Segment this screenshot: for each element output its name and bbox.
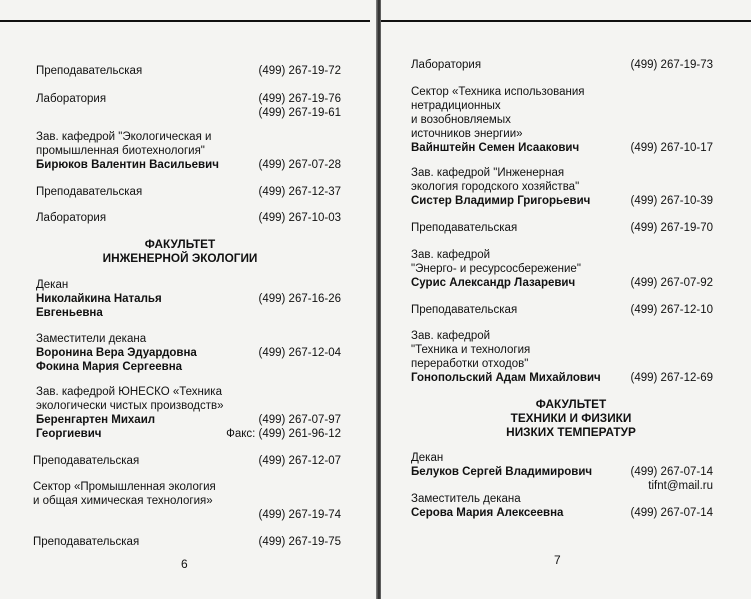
waste-dept-head-name: Гонопольский Адам Михайлович (411, 372, 601, 384)
sector-label-line1: Сектор «Промышленная экология (33, 481, 216, 493)
unesco-fax: Факс: (499) 261-96-12 (226, 428, 341, 440)
right-page (381, 0, 751, 599)
sector-head-phone: (499) 267-10-17 (630, 142, 713, 154)
faculty-heading-line2: ИНЖЕНЕРНОЙ ЭКОЛОГИИ (102, 251, 258, 265)
unesco-name-line1: Беренгартен Михаил (36, 414, 156, 426)
lab-2-phone: (499) 267-10-03 (258, 212, 341, 224)
energy-dept-head-name: Сурис Александр Лазаревич (411, 277, 576, 289)
deputy-name-1: Воронина Вера Эдуардовна (36, 347, 197, 359)
dean-name: Белуков Сергей Владимирович (411, 466, 593, 478)
eco-dept-head-phone: (499) 267-10-39 (630, 195, 713, 207)
dean-email[interactable]: tifnt@mail.ru (648, 480, 713, 492)
dept-head-name: Бирюков Валентин Васильевич (36, 159, 219, 171)
teachers-room-2-phone: (499) 267-12-37 (258, 186, 341, 198)
faculty-heading-line3: НИЗКИХ ТЕМПЕРАТУР (506, 425, 636, 439)
sector-label-line4: источников энергии» (411, 128, 523, 140)
teachers-room-label: Преподавательская (36, 65, 143, 77)
dept-label-line2: промышленная биотехнология" (36, 145, 205, 157)
lab-label: Лаборатория (411, 59, 482, 71)
sector-label-line3: и возобновляемых (411, 114, 511, 126)
sector-label-line1: Сектор «Техника использования (411, 86, 585, 98)
deputy-name: Серова Мария Алексеевна (411, 507, 564, 519)
teachers-room-2-label: Преподавательская (411, 304, 518, 316)
teachers-room-label: Преподавательская (411, 222, 518, 234)
sector-phone: (499) 267-19-74 (258, 509, 341, 521)
teachers-room-phone: (499) 267-19-70 (630, 222, 713, 234)
energy-dept-head-phone: (499) 267-07-92 (630, 277, 713, 289)
unesco-label-line1: Зав. кафедрой ЮНЕСКО «Техника (36, 386, 222, 398)
teachers-room-phone: (499) 267-19-72 (258, 65, 341, 77)
energy-dept-label-line1: Зав. кафедрой (411, 249, 491, 261)
deputy-label: Заместители декана (36, 333, 147, 345)
unesco-label-line2: экологически чистых производств» (36, 400, 224, 412)
teachers-room-3-phone: (499) 267-12-07 (258, 455, 341, 467)
sector-label-line2: и общая химическая технология» (33, 495, 213, 507)
lab-phone-extra: (499) 267-19-61 (258, 107, 341, 119)
eco-dept-label-line1: Зав. кафедрой "Инженерная (411, 167, 565, 179)
waste-dept-label-line1: Зав. кафедрой (411, 330, 491, 342)
lab-label: Лаборатория (36, 93, 107, 105)
unesco-phone: (499) 267-07-97 (258, 414, 341, 426)
sector-head-name: Вайнштейн Семен Исаакович (411, 142, 580, 154)
faculty-heading-line1: ФАКУЛЬТЕТ (144, 237, 216, 251)
lab-2-label: Лаборатория (36, 212, 107, 224)
deputy-phone: (499) 267-07-14 (630, 507, 713, 519)
dept-label-line1: Зав. кафедрой "Экологическая и (36, 131, 212, 143)
faculty-heading-line2: ТЕХНИКИ И ФИЗИКИ (510, 411, 632, 425)
deputy-name-2: Фокина Мария Сергеевна (36, 361, 183, 373)
teachers-room-4-phone: (499) 267-19-75 (258, 536, 341, 548)
energy-dept-label-line2: "Энерго- и ресурсосбережение" (411, 263, 581, 275)
dean-label: Декан (36, 279, 69, 291)
dean-phone: (499) 267-16-26 (258, 293, 341, 305)
deputy-label: Заместитель декана (411, 493, 521, 505)
teachers-room-2-label: Преподавательская (36, 186, 143, 198)
top-rule (381, 20, 751, 22)
teachers-room-4-label: Преподавательская (33, 536, 140, 548)
unesco-name-line2: Георгиевич (36, 428, 102, 440)
page-number-right: 7 (554, 553, 561, 567)
dean-phone: (499) 267-07-14 (630, 466, 713, 478)
lab-phone: (499) 267-19-76 (258, 93, 341, 105)
faculty-heading-line1: ФАКУЛЬТЕТ (535, 397, 607, 411)
waste-dept-label-line2: "Техника и технология (411, 344, 531, 356)
teachers-room-2-phone: (499) 267-12-10 (630, 304, 713, 316)
top-rule (0, 20, 370, 22)
waste-dept-label-line3: переработки отходов" (411, 358, 529, 370)
deputy-phone: (499) 267-12-04 (258, 347, 341, 359)
lab-phone: (499) 267-19-73 (630, 59, 713, 71)
dean-label: Декан (411, 452, 444, 464)
page-number-left: 6 (181, 557, 188, 571)
teachers-room-3-label: Преподавательская (33, 455, 140, 467)
dean-name-line2: Евгеньевна (36, 307, 103, 319)
sector-label-line2: нетрадиционных (411, 100, 501, 112)
dean-name-line1: Николайкина Наталья (36, 293, 162, 305)
dept-head-phone: (499) 267-07-28 (258, 159, 341, 171)
eco-dept-label-line2: экология городского хозяйства" (411, 181, 580, 193)
waste-dept-head-phone: (499) 267-12-69 (630, 372, 713, 384)
eco-dept-head-name: Систер Владимир Григорьевич (411, 195, 591, 207)
